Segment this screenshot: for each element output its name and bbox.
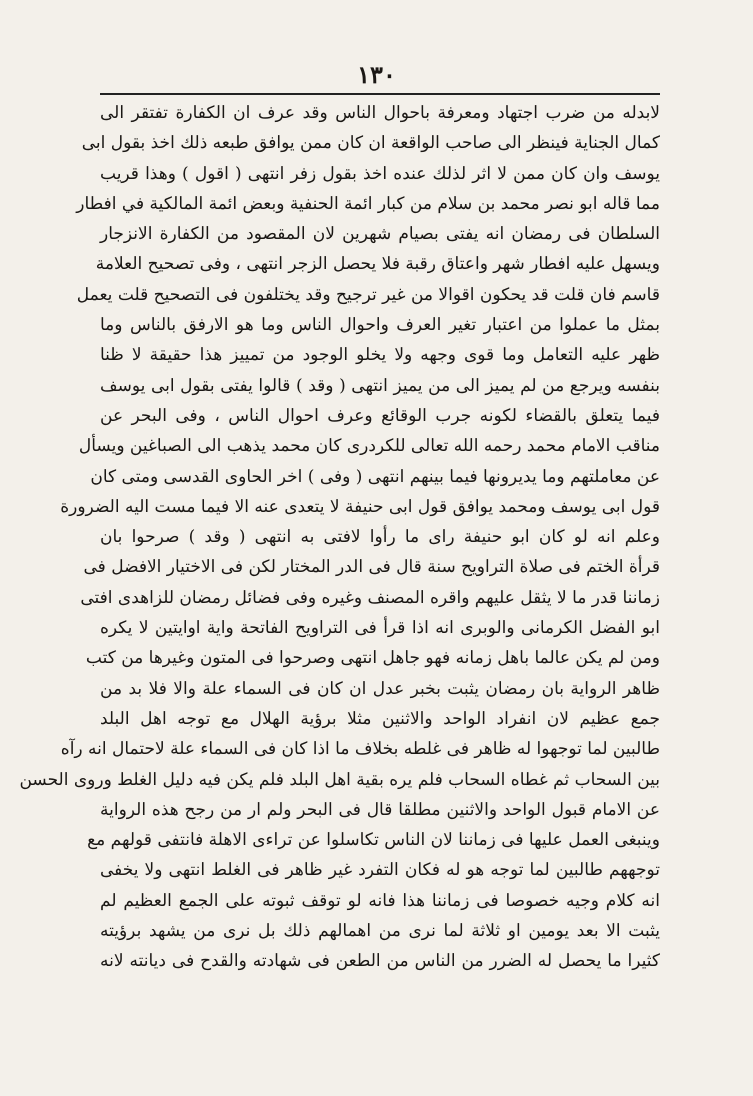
text-line: طالبين لما توجهوا له ظاهر فى غلطه بخلاف ما اذا كان فى السماء علة لاحتمال انه رآه (60, 739, 660, 760)
text-line: يوسف وان كان ممن لا اثر لذلك عنده اخذ بقول زفر انتهى ( اقول ) وهذا قريب (100, 163, 660, 184)
text-line: عن معاملتهم وما يديرونها فيما بينهم انتهى ( وفى ) اخر الحاوى القدسى ومتى كان (90, 466, 660, 487)
text-line: ظهر عليه التعامل وما قوى وجهه ولا يخلو الوجود من تمييز هذا حقيقة لا ظنا (100, 345, 660, 366)
text-line: ويسهل عليه افطار شهر واعتاق رقبة فلا يحصل الزجر انتهى ، وفى تصحيح العلامة (95, 254, 660, 275)
text-line: كمال الجناية فينظر الى صاحب الواقعة ان كان ممن يوافق طبعه ذلك اخذ بقول ابى (81, 133, 660, 154)
text-line: وينبغى العمل عليها فى زماننا لان الناس تكاسلوا عن تراءى الاهلة فانتفى قولهم مع (87, 830, 660, 851)
text-line: قاسم فان قلت قد يحكون اقوالا من غير ترجيح وقد يختلفون فى التصحيح قلت يعمل (76, 284, 660, 305)
text-line: لابدله من ضرب اجتهاد ومعرفة باحوال الناس وقد عرف ان الكفارة تفتقر الى (100, 103, 660, 123)
text-line: ومن لم يكن عالما باهل زمانه فهو جاهل انتهى وصرحوا فى المتون وغيرها من كتب (85, 648, 660, 669)
text-line: توجههم طالبين لما توجه هو له فكان التفرد غير ظاهر فى الغلط انتهى ولا يخفى (100, 860, 660, 881)
text-line: عن الامام قبول الواحد والاثنين مطلقا قال فى البحر ولم ار من رجح هذه الرواية (100, 799, 660, 820)
text-line: جمع عظيم لان انفراد الواحد والاثنين مثلا برؤية الهلال مع توجه اهل البلد (100, 708, 660, 729)
text-line: ظاهر الرواية بان رمضان يثبت بخبر عدل ان كان فى السماء علة والا فلا بد من (100, 678, 660, 699)
text-line: كثيرا ما يحصل له الضرر من الناس من الطعن فى شهادته والقدح فى ديانته لانه (100, 951, 660, 972)
page-number: ١٣٠ (357, 60, 396, 89)
text-line: بمثل ما عملوا من اعتبار تغير العرف واحوال الناس وما هو الارفق بالناس وما (100, 315, 660, 336)
body-text (19, 98, 660, 977)
text-line: يثبت الا بعد يومين او ثلاثة لما نرى من اهمالهم ذلك بل نرى من يشهد برؤيته (100, 921, 660, 942)
text-line: قول ابى يوسف ومحمد يوافق قول ابى حنيفة لا يتعدى عنه الا فيما مست اليه الضرورة (60, 496, 660, 517)
text-line: انه كلام وجيه خصوصا فى زماننا هذا فانه لو توقف ثبوته على الجمع العظيم لم (100, 890, 660, 911)
text-line: بنفسه ويرجع من لم يميز الى من يميز انتهى ( وقد ) قالوا يفتى بقول ابى يوسف (100, 375, 660, 396)
text-line: السلطان فى رمضان انه يفتى بصيام شهرين لان المقصود من الكفارة الانزجار (100, 224, 660, 245)
text-line: ابو الفضل الكرمانى والوبرى انه اذا قرأ فى التراويح الفاتحة واية اوايتين لا يكره (100, 618, 660, 639)
text-line: مناقب الامام محمد رحمه الله تعالى للكردرى كان محمد يذهب الى الصباغين ويسأل (78, 436, 660, 457)
text-line: وعلم انه لو كان ابو حنيفة راى ما رأوا لافتى به انتهى ( وقد ) صرحوا بان (100, 527, 660, 548)
text-line: مما قاله ابو نصر محمد بن سلام من كبار ائمة الحنفية وبعض ائمة المالكية في افطار (76, 193, 660, 214)
text-line: بين السحاب ثم غطاه السحاب فلم يره بقية اهل البلد فلم يكن فيه دليل الغلط وروى الحسن (19, 769, 660, 790)
text-line: زماننا قدر ما لا يثقل عليهم واقره المصنف وغيره وفى فضائل رمضان للزاهدى افتى (80, 587, 660, 608)
header-rule (100, 93, 660, 95)
text-line: قرأة الختم فى صلاة التراويح سنة قال فى الدر المختار لكن فى الاختيار الافضل فى (83, 557, 660, 578)
text-line: فيما يتعلق بالقضاء لكونه جرب الوقائع وعرف احوال الناس ، وفى البحر عن (100, 405, 660, 426)
